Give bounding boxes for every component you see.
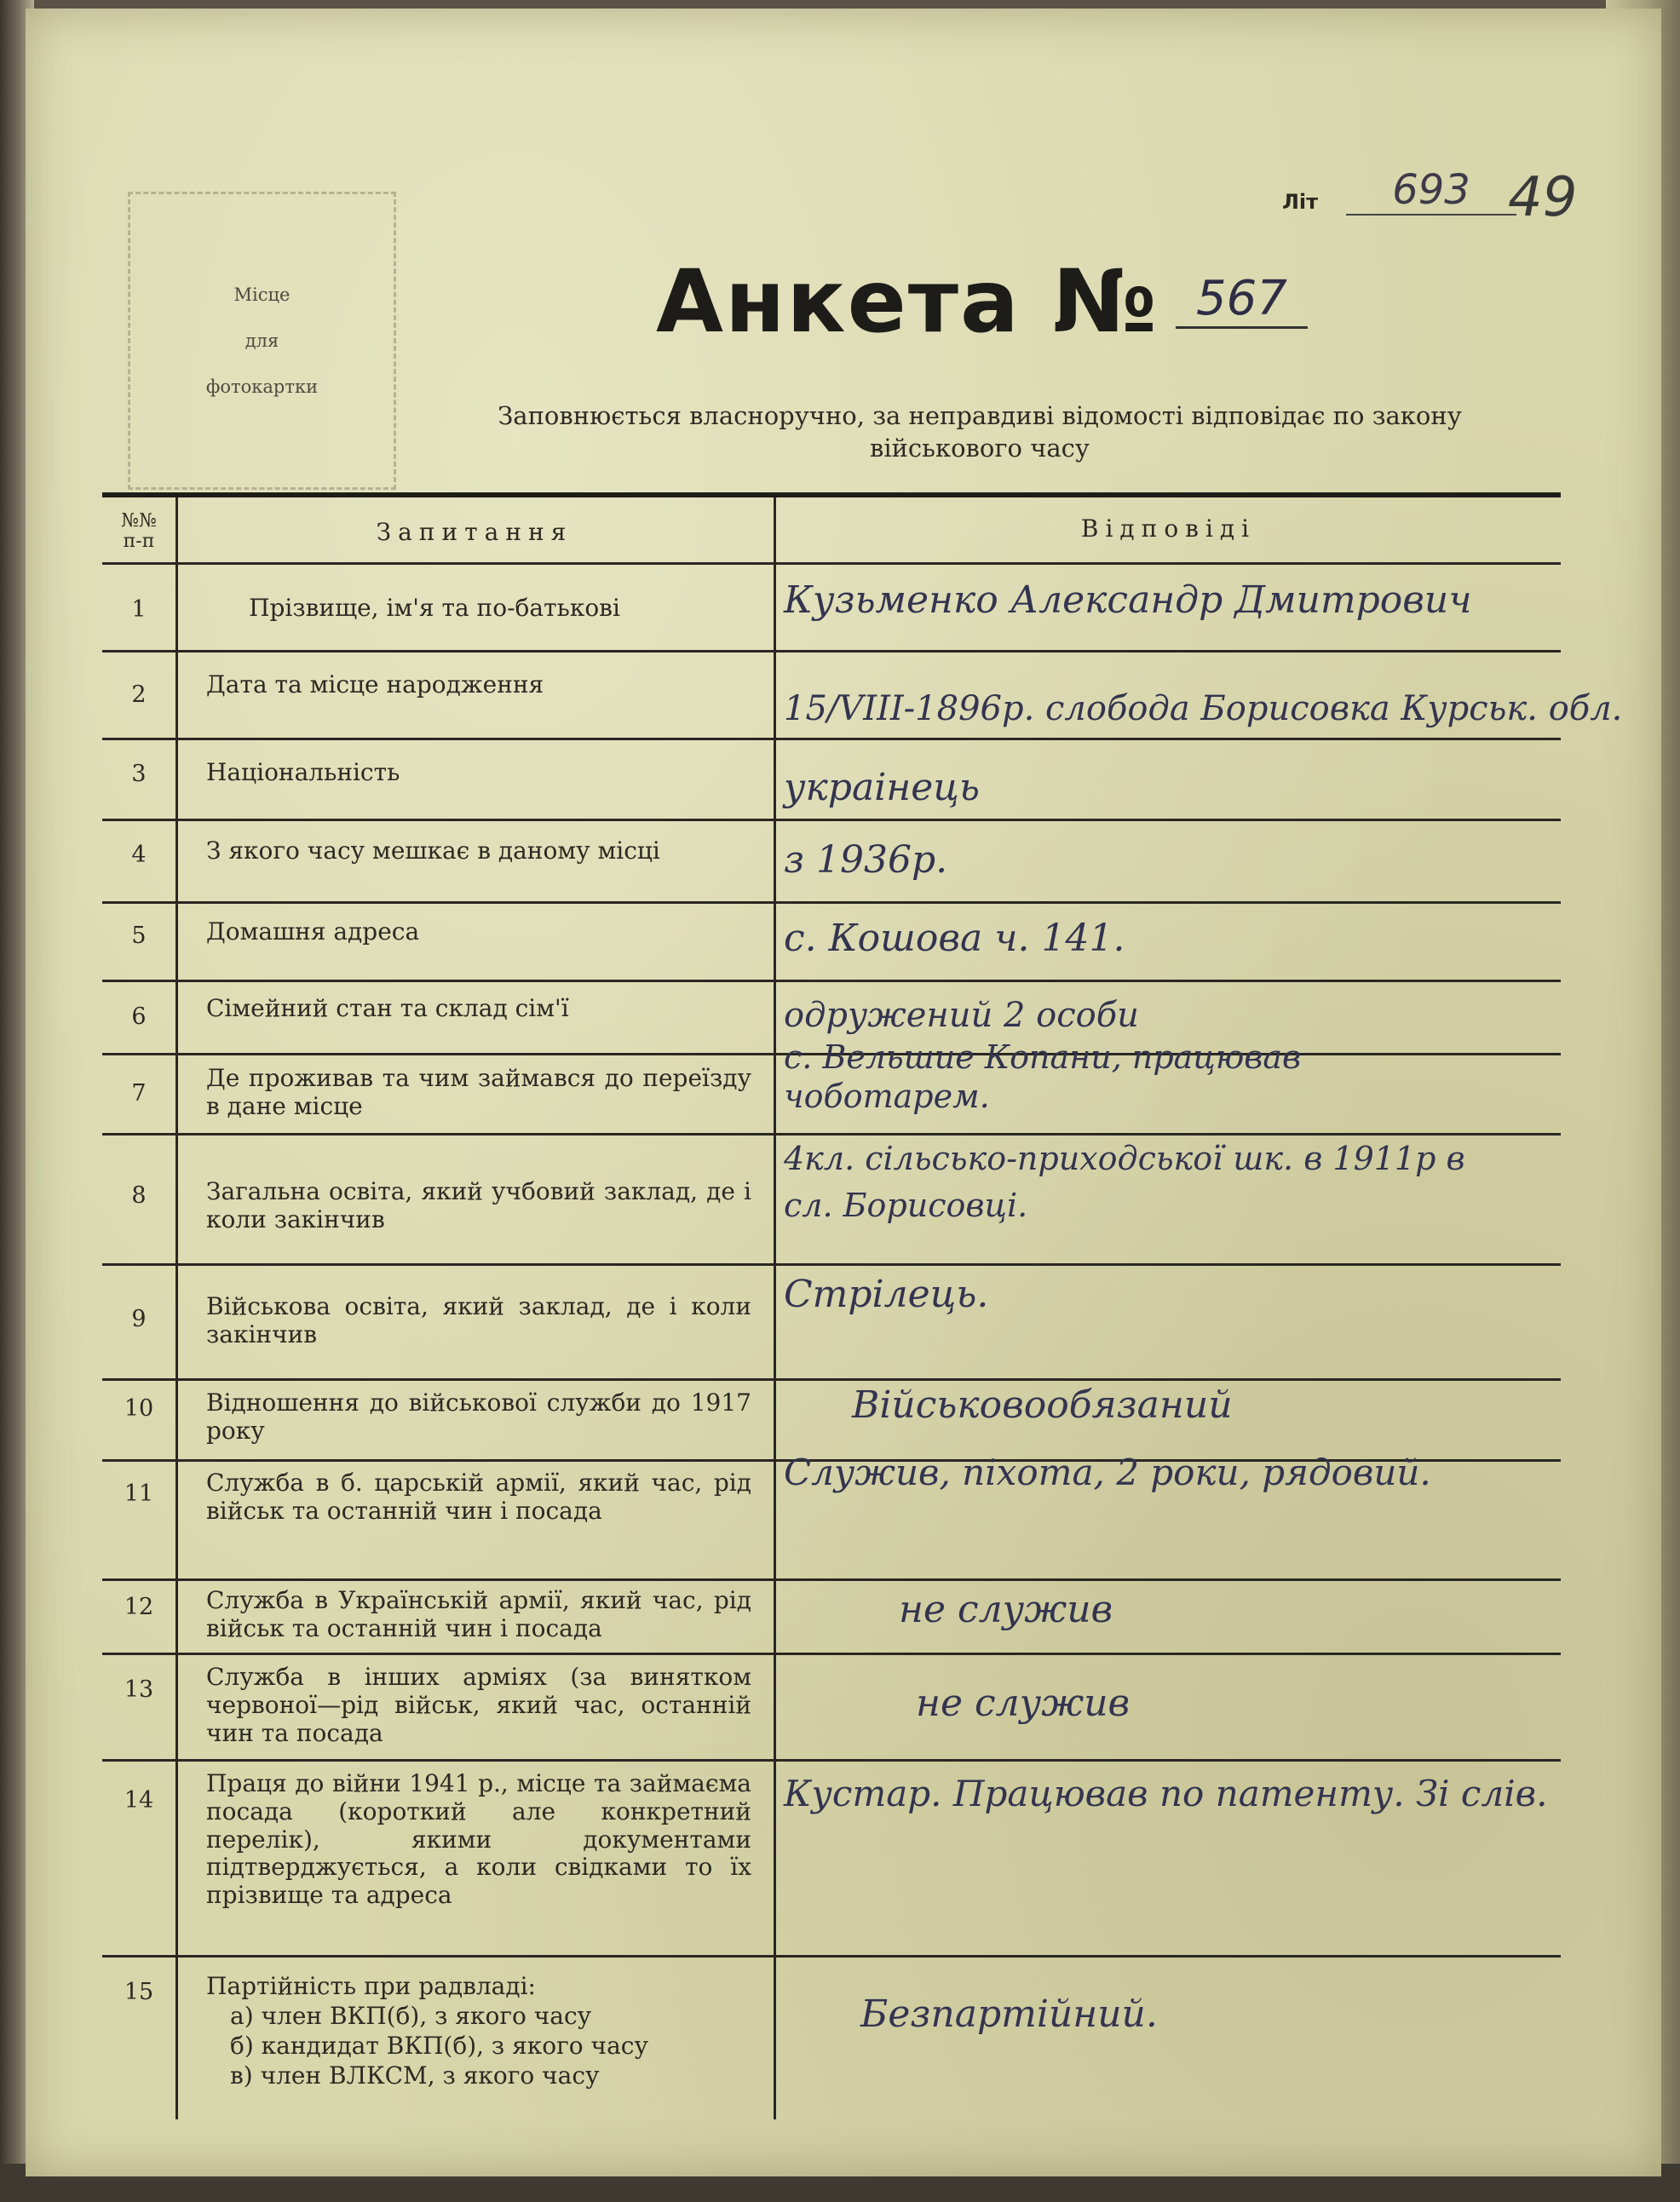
answer-handwritten: одружений 2 особи (784, 996, 1139, 1035)
answer-handwritten: с. Кошова ч. 141. (784, 917, 1125, 960)
question-text: Прізвище, ім'я та по-батькові (249, 594, 620, 622)
question-text: Дата та місце народження (206, 670, 544, 699)
row-divider (102, 819, 1561, 821)
row-number: 2 (131, 681, 147, 708)
row-divider (102, 1263, 1561, 1266)
row-divider (102, 1378, 1561, 1381)
question-text: Загальна освіта, який учбовий заклад, де і коли закінчив (206, 1177, 751, 1233)
question-text: Домашня адреса (206, 917, 420, 946)
photo-label-line3: фотокартки (205, 377, 319, 397)
row-number: 11 (124, 1480, 154, 1507)
question-text: Служба в інших арміях (за винятком червоної—рід військ, який час, останній чин та посада (206, 1663, 751, 1747)
answer-handwritten: Стрілець. (784, 1273, 989, 1316)
column-divider-num (175, 497, 178, 2119)
header-question: Запитання (376, 518, 573, 546)
answer-handwritten: з 1936р. (784, 838, 948, 882)
answer-handwritten: Військовообязаний (852, 1383, 1233, 1427)
header-num: №№ п-п (121, 510, 157, 553)
row-number: 12 (124, 1594, 154, 1620)
questionnaire-table (102, 492, 1623, 2119)
row-number: 14 (124, 1787, 154, 1814)
row-divider (102, 901, 1561, 904)
form-title: Анкета № (656, 251, 1159, 353)
answer-handwritten: с. Вельшие Копани, працював чоботарем. (784, 1038, 1302, 1116)
lit-number: 693 (1346, 166, 1516, 216)
question-text: Партійність при радвладі: (206, 1972, 536, 2000)
question-subitem: б) кандидат ВКП(б), з якого часу (230, 2032, 648, 2060)
row-number: 3 (131, 761, 147, 787)
answer-handwritten: 4кл. сільсько-приходської шк. в 1911р в сл. Борисовці. (784, 1140, 1465, 1225)
row-number: 8 (131, 1182, 147, 1209)
question-text: Національність (206, 758, 400, 786)
row-number: 15 (124, 1979, 154, 2005)
row-number: 10 (124, 1395, 154, 1422)
lit-label: Літ (1282, 190, 1319, 214)
row-number: 5 (131, 923, 147, 949)
photo-label-line1: Місце (233, 285, 291, 305)
question-text: Сімейний стан та склад сім'ї (206, 994, 569, 1022)
row-divider (102, 562, 1561, 565)
answer-handwritten: 15/VIII-1896р. слобода Борисовка Курськ. обл. (784, 689, 1623, 728)
photo-label-line2: для (245, 331, 279, 351)
question-text: Відношення до військової служби до 1917 року (206, 1388, 751, 1445)
row-divider (102, 1578, 1561, 1581)
archive-page-number: 49 (1508, 166, 1578, 229)
question-text: Де проживав та чим займався до переїзду в дане місце (206, 1064, 751, 1120)
row-divider (102, 650, 1561, 653)
header-answer: Відповіді (1080, 515, 1257, 543)
question-text: Служба в б. царській армії, який час, рід військ та останній чин і посада (206, 1469, 751, 1525)
row-number: 7 (131, 1080, 147, 1107)
answer-handwritten: не служив (899, 1588, 1113, 1631)
row-divider (102, 1759, 1561, 1762)
row-number: 6 (131, 1003, 147, 1030)
form-subtitle: Заповнюється власноручно, за неправдиві відомості відповідає по закону військового часу (498, 401, 1462, 463)
answer-handwritten: не служив (916, 1682, 1131, 1725)
table-top-rule (102, 492, 1561, 497)
question-subitem: в) член ВЛКСМ, з якого часу (230, 2061, 600, 2090)
question-text: Праця до війни 1941 р., місце та займаєма посада (короткий але конкретний перелік), якими документами підтверджується, а коли свідками то їх прізвище та адреса (206, 1769, 751, 1909)
question-text: З якого часу мешкає в даному місці (206, 837, 660, 865)
form-number: 567 (1176, 271, 1308, 329)
question-text: Військова освіта, який заклад, де і коли закінчив (206, 1292, 751, 1348)
row-number: 13 (124, 1676, 154, 1703)
row-divider (102, 738, 1561, 740)
question-subitem: а) член ВКП(б), з якого часу (230, 2002, 592, 2030)
answer-handwritten: Кузьменко Александр Дмитрович (784, 578, 1472, 622)
column-divider-answer (774, 497, 776, 2119)
answer-handwritten: Служив, піхота, 2 роки, рядовий. (784, 1452, 1431, 1493)
row-divider (102, 1955, 1561, 1958)
answer-handwritten: Кустар. Працював по патенту. Зі слів. (784, 1773, 1548, 1814)
row-divider (102, 1653, 1561, 1655)
photo-placeholder (128, 192, 396, 490)
row-number: 1 (131, 596, 147, 623)
row-divider (102, 980, 1561, 982)
row-number: 9 (131, 1306, 147, 1332)
answer-handwritten: украінець (784, 766, 980, 809)
question-text: Служба в Українській армії, який час, рід військ та останній чин і посада (206, 1586, 751, 1642)
row-number: 4 (131, 842, 147, 868)
answer-handwritten: Безпартійний. (860, 1992, 1158, 2036)
